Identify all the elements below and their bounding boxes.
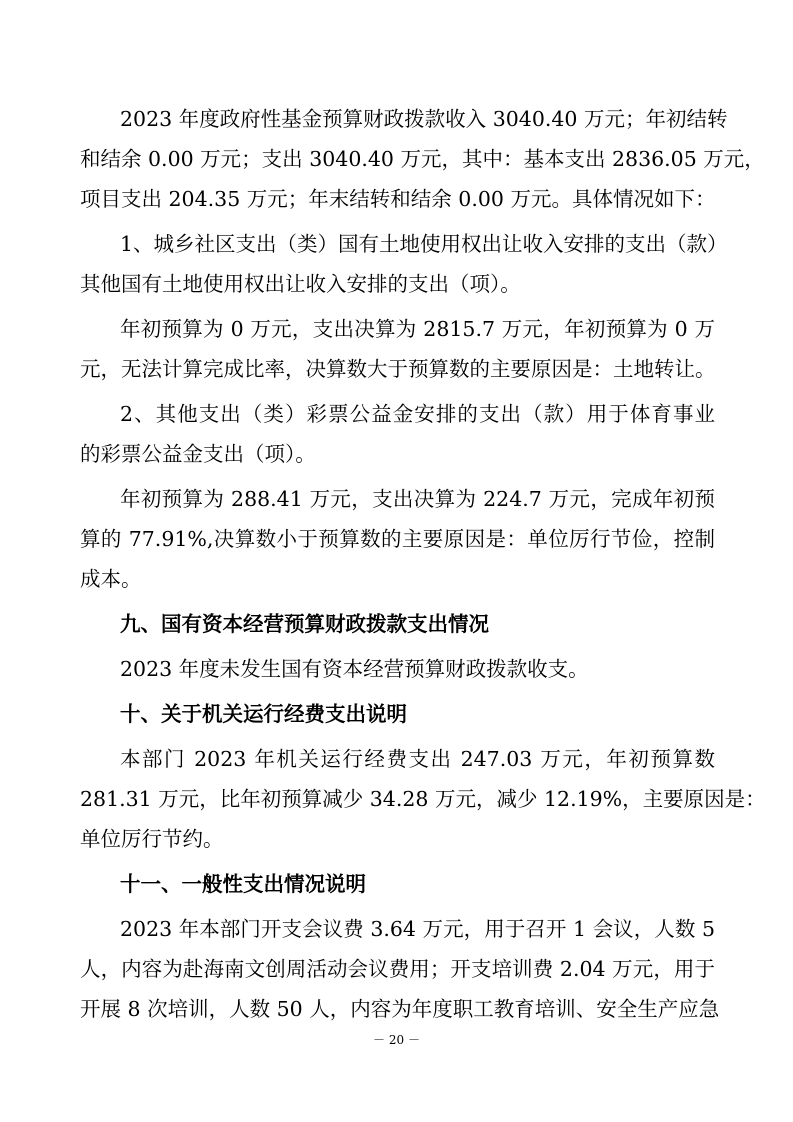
paragraph-line: 2、其他支出（类）彩票公益金安排的支出（款）用于体育事业 [120, 402, 715, 426]
paragraph-line: 和结余 0.00 万元；支出 3040.40 万元，其中：基本支出 2836.05 万元， [80, 147, 765, 171]
section-heading-11: 十一、一般性支出情况说明 [120, 872, 366, 896]
paragraph-line: 本部门 2023 年机关运行经费支出 247.03 万元，年初预算数 [120, 747, 715, 771]
paragraph-line: 2023 年度政府性基金预算财政拨款收入 3040.40 万元；年初结转 [120, 107, 728, 131]
paragraph-line: 的彩票公益金支出（项）。 [80, 442, 316, 466]
paragraph-line: 年初预算为 0 万元，支出决算为 2815.7 万元，年初预算为 0 万 [120, 317, 715, 341]
paragraph-line: 单位厉行节约。 [80, 827, 224, 851]
paragraph-line: 2023 年度未发生国有资本经营预算财政拨款收支。 [120, 657, 589, 681]
paragraph-line: 算的 77.91%,决算数小于预算数的主要原因是：单位厉行节俭，控制 [80, 527, 715, 551]
section-heading-9: 九、国有资本经营预算财政拨款支出情况 [120, 612, 489, 636]
paragraph-line: 成本。 [80, 567, 142, 591]
paragraph-line: 人，内容为赴海南文创周活动会议费用；开支培训费 2.04 万元，用于 [80, 957, 715, 981]
paragraph-line: 开展 8 次培训，人数 50 人，内容为年度职工教育培训、安全生产应急 [80, 997, 720, 1021]
paragraph-line: 281.31 万元，比年初预算减少 34.28 万元，减少 12.19%，主要原因是： [80, 787, 766, 811]
paragraph-line: 项目支出 204.35 万元；年末结转和结余 0.00 万元。具体情况如下： [80, 187, 716, 211]
paragraph-line: 2023 年本部门开支会议费 3.64 万元，用于召开 1 会议，人数 5 [120, 917, 715, 941]
paragraph-line: 年初预算为 288.41 万元，支出决算为 224.7 万元，完成年初预 [120, 487, 715, 511]
section-heading-10: 十、关于机关运行经费支出说明 [120, 702, 407, 726]
paragraph-line: 1、城乡社区支出（类）国有土地使用权出让收入安排的支出（款） [120, 232, 728, 256]
paragraph-line: 其他国有土地使用权出让收入安排的支出（项）。 [80, 272, 521, 296]
page-number: － 20 － [373, 1033, 420, 1047]
paragraph-line: 元，无法计算完成比率，决算数大于预算数的主要原因是：土地转让。 [80, 357, 716, 381]
